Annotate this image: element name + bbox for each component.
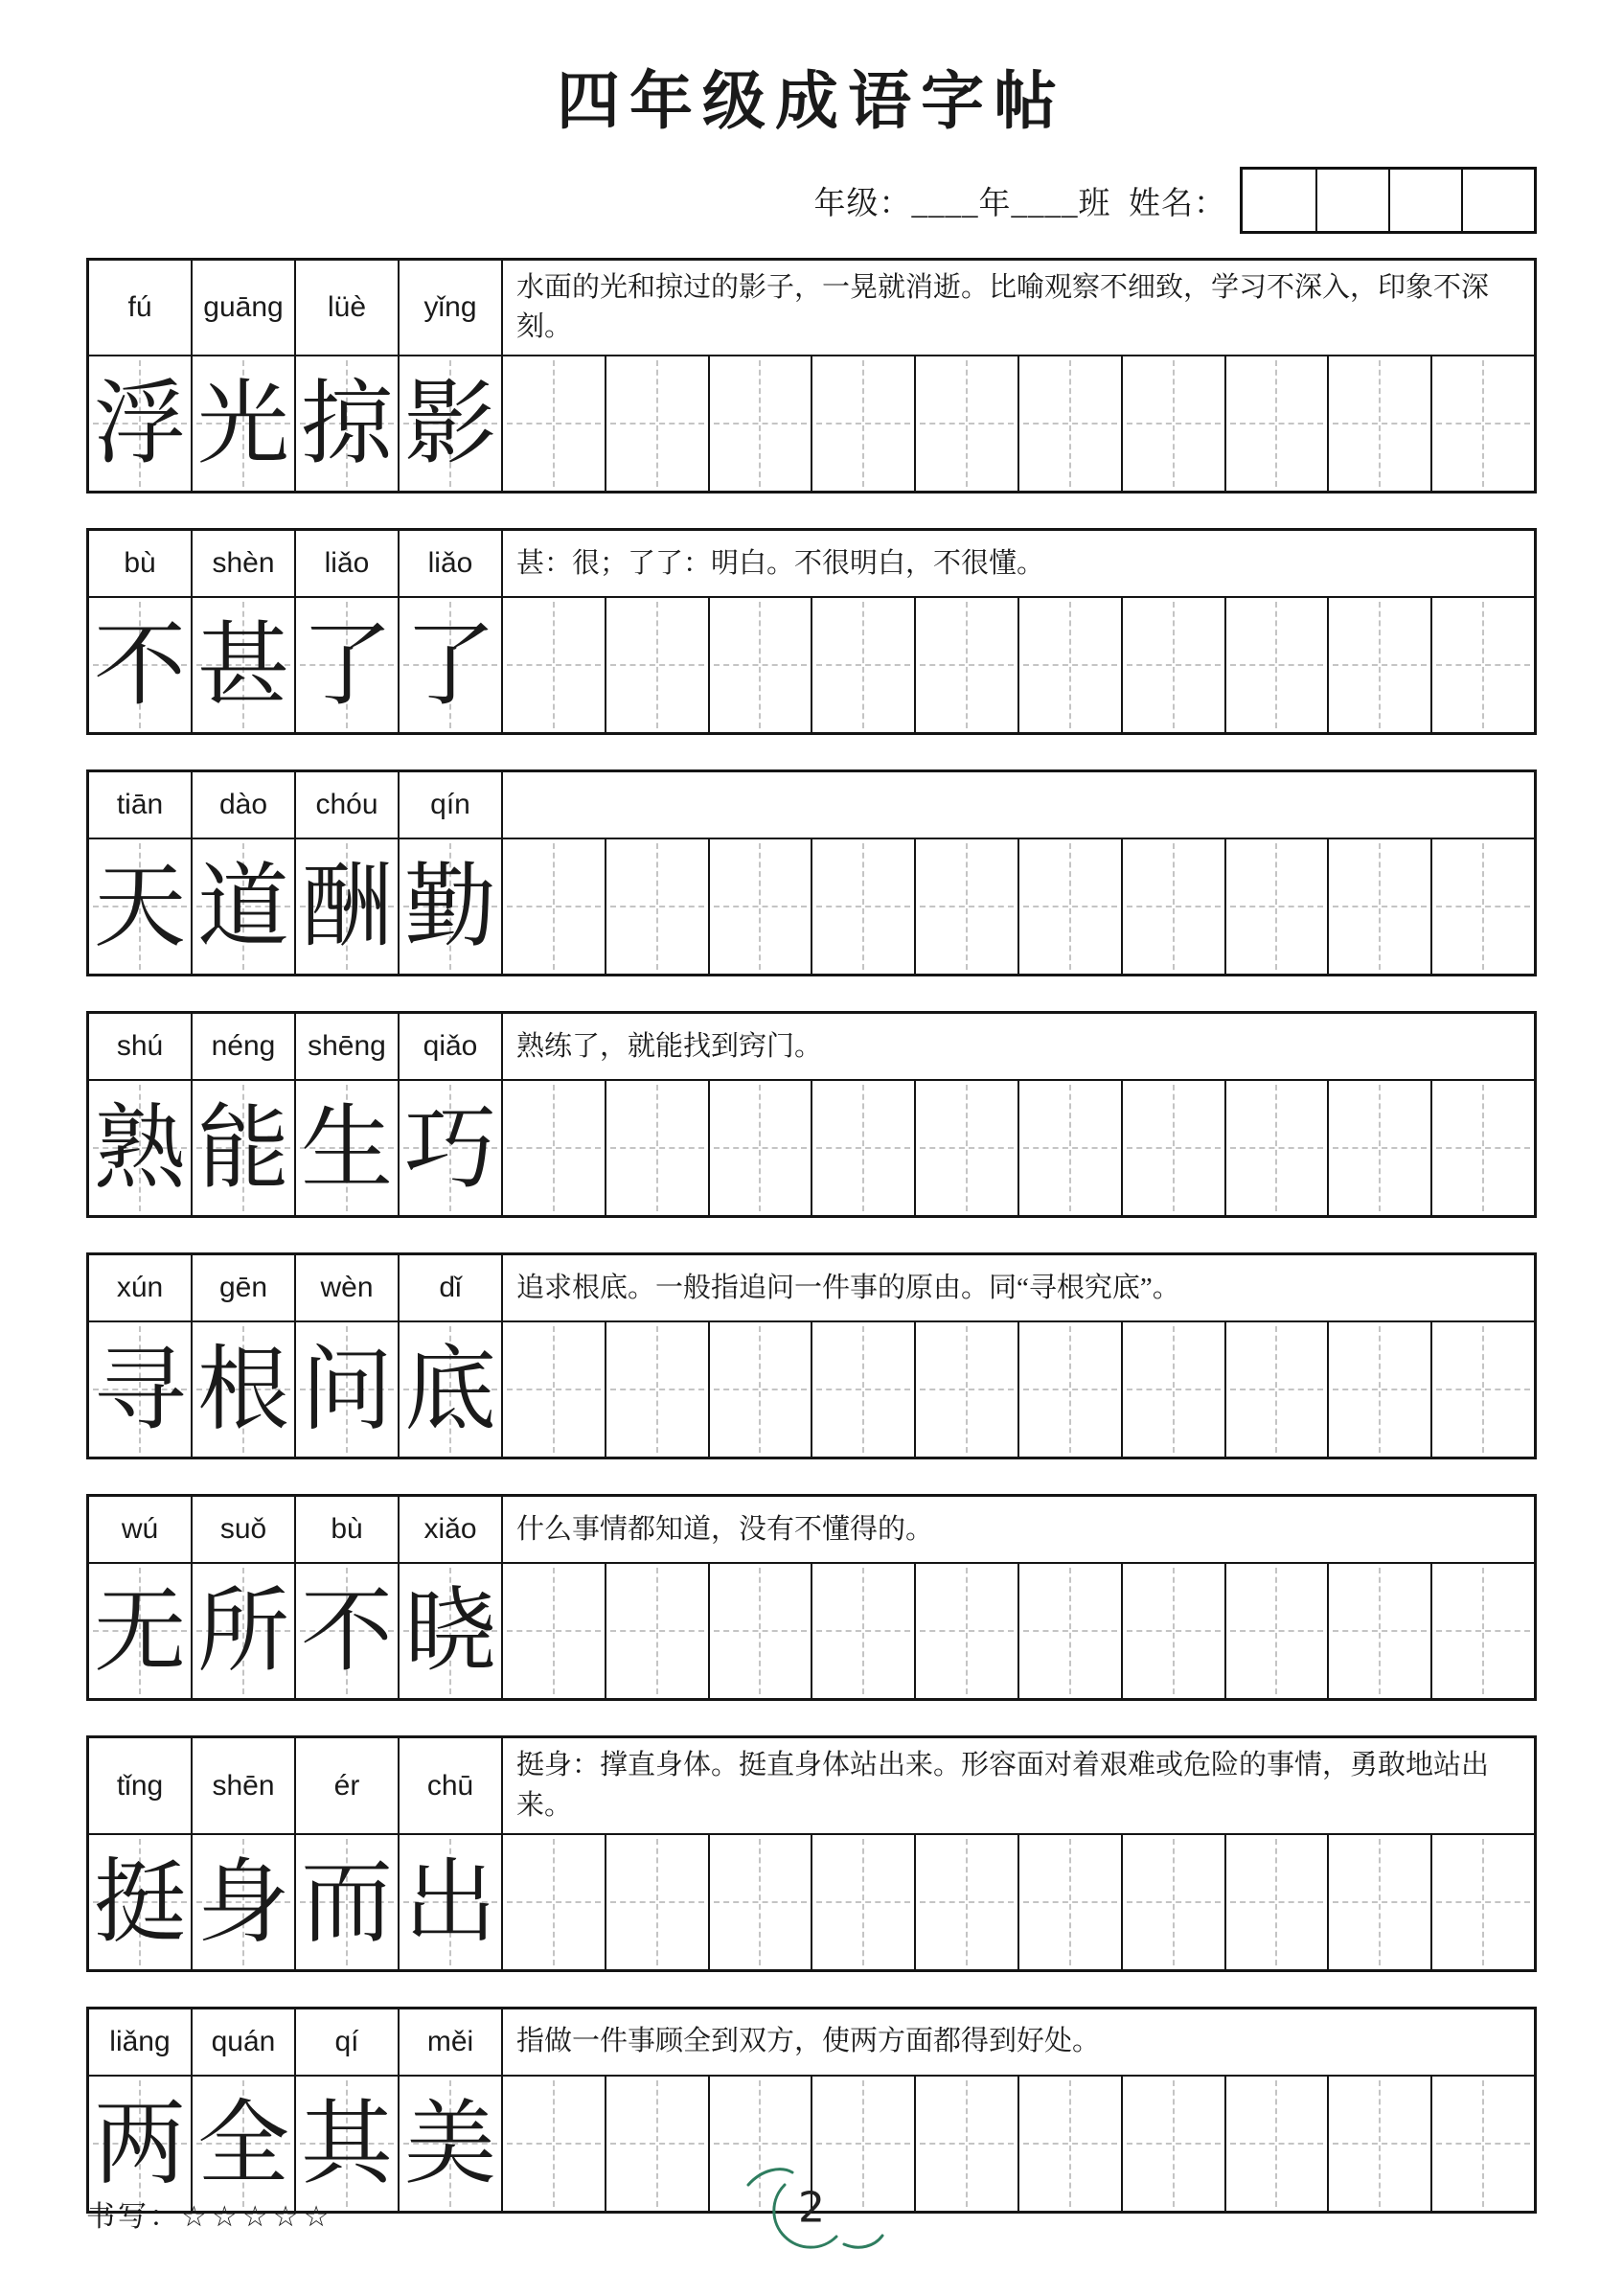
practice-cell [1226,839,1330,974]
character-cell [89,1322,193,1457]
character-cell [296,598,400,732]
pinyin-cell: suǒ [193,1497,296,1562]
practice-cell [1226,1081,1330,1215]
pinyin-cell: liǎng [89,2009,193,2075]
character-cell [193,598,296,732]
pinyin-definition-row [89,531,1534,598]
practice-cell [916,598,1019,732]
name-grid [1240,167,1537,234]
character-row [89,598,1534,732]
character-row [89,1835,1534,1969]
pinyin-cell: xiǎo [400,1497,503,1562]
pinyin-definition-row [89,261,1534,356]
character-cell [296,1835,400,1969]
practice-cell [503,1322,606,1457]
practice-cell [503,1081,606,1215]
pinyin-cell: bù [89,531,193,596]
practice-cell [606,839,710,974]
practice-cell [710,356,813,491]
practice-cell [1123,356,1226,491]
practice-cell [503,598,606,732]
practice-cell [1432,839,1534,974]
character-cell [89,1835,193,1969]
practice-cell [1432,356,1534,491]
practice-cell [606,1835,710,1969]
pinyin-cell: tiān [89,772,193,838]
writing-rating [86,2193,333,2235]
character-cell [400,1081,503,1215]
pinyin-cell: liǎo [400,531,503,596]
practice-cell [1432,1322,1534,1457]
practice-cell [1329,1081,1432,1215]
name-box [1388,170,1461,231]
idiom-character: 而 [301,1848,393,1956]
character-row [89,1322,1534,1457]
character-cell [193,1564,296,1698]
definition-text: 熟练了，就能找到窍门。 [516,1030,823,1062]
page-number: 2 [798,2183,825,2233]
pinyin-cell: shēng [296,1014,400,1079]
pinyin-cell: dǐ [400,1255,503,1320]
idiom-character: 不 [301,1577,393,1686]
idiom-character: 了 [404,611,496,720]
idiom-character: 掠 [301,370,393,478]
pinyin-definition-row [89,2009,1534,2077]
definition-text: 挺身：撑直身体。挺直身体站出来。形容面对着艰难或危险的事情，勇敢地站出来。 [516,1750,1490,1821]
practice-cell [606,598,710,732]
practice-cell [916,839,1019,974]
idiom-character: 美 [404,2089,496,2197]
idiom-block [86,258,1537,494]
character-cell [400,2077,503,2211]
pinyin-cell: gēn [193,1255,296,1320]
practice-cell [503,356,606,491]
practice-cell [812,1322,916,1457]
practice-cell [1329,1322,1432,1457]
pinyin-cell: chóu [296,772,400,838]
practice-cell [1226,356,1330,491]
practice-cell [710,598,813,732]
practice-cell [1123,598,1226,732]
character-cell [89,598,193,732]
character-cell [400,1322,503,1457]
practice-cell [1123,1081,1226,1215]
idiom-character: 甚 [197,611,289,720]
idiom-character: 熟 [94,1094,186,1203]
character-cell [89,356,193,491]
character-cell [400,1564,503,1698]
pinyin-cell: tǐng [89,1738,193,1832]
practice-cell [916,1081,1019,1215]
practice-cell [1123,839,1226,974]
practice-cell [1432,1081,1534,1215]
practice-cell [710,1835,813,1969]
practice-cell [916,1564,1019,1698]
definition-text: 水面的光和掠过的影子，一晃就消逝。比喻观察不细致，学习不深入，印象不深刻。 [516,272,1490,343]
character-cell [296,2077,400,2211]
idiom-blocks [86,258,1537,2214]
character-cell [296,1322,400,1457]
practice-cell [710,1564,813,1698]
pinyin-cell: ér [296,1738,400,1832]
student-info-label: 年级：____年____班 姓名： [813,186,1226,221]
character-cell [193,2077,296,2211]
idiom-character: 不 [94,611,186,720]
practice-cell [1432,1564,1534,1698]
practice-cell [1019,1081,1123,1215]
definition-text: 追求根底。一般指追问一件事的原由。同“寻根究底”。 [516,1272,1180,1303]
page-number-wrap [725,2156,898,2262]
practice-cell [606,1081,710,1215]
student-info-row [86,166,1537,235]
pinyin-definition-row [89,1738,1534,1834]
practice-cell [606,356,710,491]
practice-cell [1123,1564,1226,1698]
practice-cell [916,356,1019,491]
practice-cell [812,839,916,974]
pinyin-cell: xún [89,1255,193,1320]
character-cell [296,1564,400,1698]
character-cell [400,598,503,732]
pinyin-cell: néng [193,1014,296,1079]
character-cell [296,1081,400,1215]
pinyin-cell: shèn [193,531,296,596]
character-cell [193,839,296,974]
practice-cell [1019,839,1123,974]
idiom-block [86,528,1537,735]
character-row [89,839,1534,974]
rating-label: 书写： [86,2201,181,2233]
idiom-character: 所 [197,1577,289,1686]
definition-text: 指做一件事顾全到双方，使两方面都得到好处。 [516,2026,1101,2057]
practice-cell [1226,1564,1330,1698]
character-cell [400,356,503,491]
pinyin-cell: guāng [193,261,296,355]
pinyin-cell: chū [400,1738,503,1832]
practice-cell [1019,356,1123,491]
name-box [1315,170,1388,231]
name-box [1243,170,1315,231]
definition-text: 甚：很；了了：明白。不很明白，不很懂。 [516,547,1045,579]
character-cell [193,1835,296,1969]
pinyin-definition-row [89,772,1534,839]
idiom-character: 巧 [404,1094,496,1203]
pinyin-cell: dào [193,772,296,838]
character-cell [400,1835,503,1969]
idiom-character: 能 [197,1094,289,1203]
idiom-character: 天 [94,853,186,961]
idiom-character: 道 [197,853,289,961]
practice-cell [1432,1835,1534,1969]
idiom-character: 生 [301,1094,393,1203]
pinyin-cell: shēn [193,1738,296,1832]
character-cell [296,356,400,491]
pinyin-cell: qiǎo [400,1014,503,1079]
practice-cell [606,1322,710,1457]
idiom-character: 无 [94,1577,186,1686]
pinyin-cell: qí [296,2009,400,2075]
idiom-character: 根 [197,1336,289,1444]
practice-cell [812,1564,916,1698]
practice-cell [812,598,916,732]
practice-cell [1226,1322,1330,1457]
pinyin-cell: wú [89,1497,193,1562]
idiom-character: 挺 [94,1848,186,1956]
character-row [89,356,1534,491]
pinyin-cell: yǐng [400,261,503,355]
character-cell [400,839,503,974]
practice-cell [1019,1835,1123,1969]
practice-cell [1019,598,1123,732]
idiom-character: 晓 [404,1577,496,1686]
pinyin-cell: liǎo [296,531,400,596]
character-cell [89,1564,193,1698]
practice-cell [710,839,813,974]
practice-cell [1329,598,1432,732]
practice-cell [503,1564,606,1698]
practice-cell [812,1835,916,1969]
idiom-character: 浮 [94,370,186,478]
practice-cell [1226,1835,1330,1969]
character-cell [193,356,296,491]
definition-text [503,772,1534,838]
practice-cell [1226,598,1330,732]
idiom-block [86,1735,1537,1971]
idiom-character: 问 [301,1336,393,1444]
practice-cell [916,1835,1019,1969]
practice-cell [1329,839,1432,974]
character-cell [193,1322,296,1457]
practice-cell [1123,1835,1226,1969]
pinyin-cell: měi [400,2009,503,2075]
character-cell [89,2077,193,2211]
idiom-character: 两 [94,2089,186,2197]
idiom-block [86,769,1537,976]
idiom-character: 底 [404,1336,496,1444]
practice-cell [1329,356,1432,491]
idiom-character: 其 [301,2089,393,2197]
practice-cell [1019,1322,1123,1457]
practice-cell [1432,598,1534,732]
practice-cell [503,839,606,974]
practice-cell [606,1564,710,1698]
character-cell [89,839,193,974]
idiom-block [86,1494,1537,1701]
rating-stars: ☆☆☆☆☆ [181,2200,334,2234]
idiom-character: 身 [197,1848,289,1956]
practice-cell [710,1322,813,1457]
character-cell [296,839,400,974]
idiom-character: 出 [404,1848,496,1956]
page-title: 四年级成语字帖 [557,63,1066,138]
character-row [89,1081,1534,1215]
character-cell [89,1081,193,1215]
pinyin-cell: wèn [296,1255,400,1320]
idiom-character: 全 [197,2089,289,2197]
character-cell [193,1081,296,1215]
pinyin-cell: bù [296,1497,400,1562]
practice-cell [1329,1835,1432,1969]
practice-cell [812,1081,916,1215]
practice-cell [812,356,916,491]
pinyin-cell: shú [89,1014,193,1079]
pinyin-definition-row [89,1014,1534,1081]
idiom-character: 影 [404,370,496,478]
pinyin-definition-row [89,1497,1534,1564]
practice-cell [503,1835,606,1969]
practice-cell [1123,1322,1226,1457]
idiom-block [86,1252,1537,1459]
idiom-character: 寻 [94,1336,186,1444]
practice-cell [1019,1564,1123,1698]
pinyin-cell: lüè [296,261,400,355]
practice-cell [1329,1564,1432,1698]
idiom-character: 了 [301,611,393,720]
idiom-character: 酬 [301,853,393,961]
practice-cell [710,1081,813,1215]
idiom-character: 勤 [404,853,496,961]
pinyin-cell: quán [193,2009,296,2075]
character-row [89,1564,1534,1698]
practice-cell [916,1322,1019,1457]
definition-text: 什么事情都知道，没有不懂得的。 [516,1513,934,1545]
name-box [1461,170,1534,231]
pinyin-cell: fú [89,261,193,355]
idiom-block [86,1011,1537,1218]
idiom-character: 光 [197,370,289,478]
pinyin-definition-row [89,1255,1534,1322]
pinyin-cell: qín [400,772,503,838]
